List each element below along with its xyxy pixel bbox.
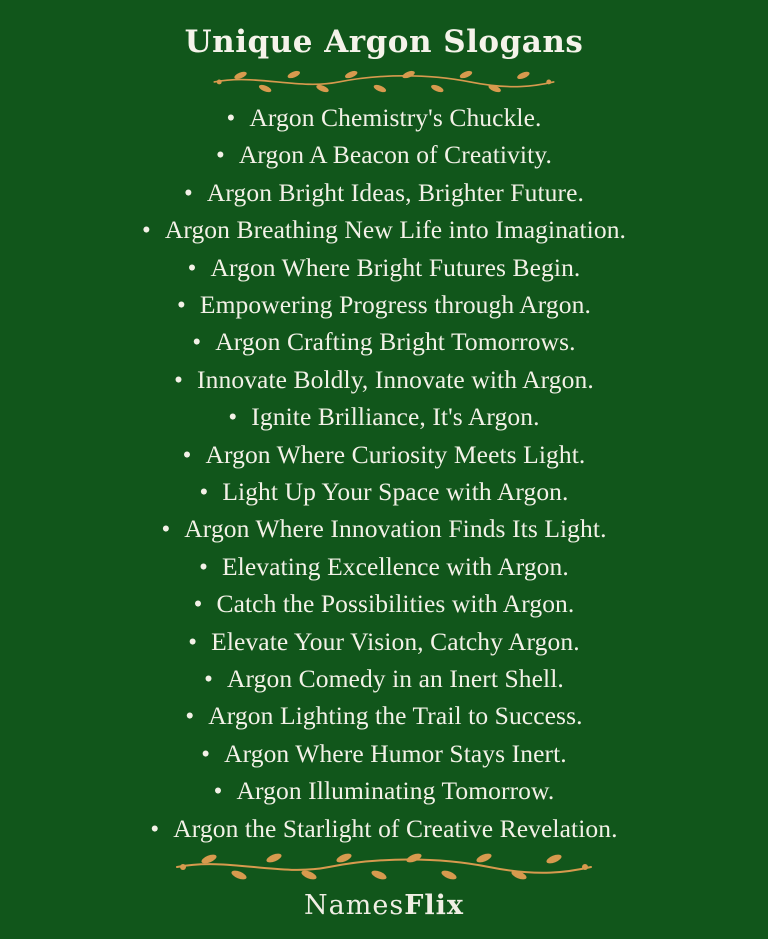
slogan-list [0, 100, 768, 848]
brand-name-first: Names [304, 890, 405, 921]
list-item [0, 324, 768, 361]
bullet-icon: • [199, 553, 208, 581]
slogan-text: Elevating Excellence with Argon. [221, 551, 569, 581]
list-item [0, 287, 768, 324]
page-title: Unique Argon Slogans [184, 24, 584, 60]
list-item [0, 212, 768, 249]
slogan-text: Argon Breathing New Life into Imagination. [164, 215, 627, 245]
list-item [0, 437, 768, 474]
bullet-icon: • [204, 665, 213, 693]
bullet-icon: • [213, 778, 223, 806]
brand-name-second: Flix [404, 890, 464, 921]
footer [169, 848, 599, 939]
list-item [0, 624, 768, 661]
slogan-text: Argon Where Humor Stays Inert. [224, 738, 567, 768]
slogan-text: Argon Chemistry's Chuckle. [249, 102, 542, 132]
slogan-text: Catch the Possibilities with Argon. [216, 589, 575, 619]
bullet-icon: • [226, 104, 236, 132]
slogan-text: Argon Comedy in an Inert Shell. [226, 663, 564, 693]
bullet-icon: • [216, 142, 225, 170]
slogan-text: Argon Lighting the Trail to Success. [208, 701, 583, 731]
bullet-icon: • [184, 179, 193, 207]
list-item [0, 399, 768, 436]
bullet-icon: • [187, 254, 197, 282]
top-ornament-divider [169, 68, 599, 96]
slogan-text: Argon A Beacon of Creativity. [238, 140, 552, 170]
slogan-text: Light Up Your Space with Argon. [222, 476, 569, 506]
brand-logo [304, 890, 464, 921]
bullet-icon: • [228, 404, 238, 432]
slogan-text: Argon Crafting Bright Tomorrows. [215, 327, 576, 357]
slogan-text: Empowering Progress through Argon. [199, 289, 591, 319]
bullet-icon: • [193, 591, 203, 619]
bullet-icon: • [192, 329, 202, 357]
slogan-text: Argon Where Curiosity Meets Light. [205, 439, 586, 469]
bullet-icon: • [199, 478, 209, 506]
list-item [0, 474, 768, 511]
bullet-icon: • [177, 291, 186, 319]
bullet-icon: • [185, 703, 195, 731]
slogan-text: Ignite Brilliance, It's Argon. [251, 402, 540, 432]
slogan-text: Argon the Starlight of Creative Revelation. [173, 813, 618, 843]
bottom-ornament-divider [169, 850, 599, 884]
bullet-icon: • [161, 516, 171, 544]
bullet-icon: • [182, 441, 192, 469]
list-item [0, 736, 768, 773]
bullet-icon: • [201, 740, 211, 768]
slogan-text: Argon Illuminating Tomorrow. [236, 776, 555, 806]
list-item [0, 773, 768, 810]
list-item [0, 250, 768, 287]
list-item [0, 586, 768, 623]
slogan-text: Elevate Your Vision, Catchy Argon. [211, 626, 580, 656]
list-item [0, 811, 768, 848]
slogan-text: Argon Where Bright Futures Begin. [210, 252, 581, 282]
list-item [0, 175, 768, 212]
list-item [0, 137, 768, 174]
bullet-icon: • [174, 366, 184, 394]
list-item [0, 100, 768, 137]
slogan-text: Argon Where Innovation Finds Its Light. [184, 514, 607, 544]
bullet-icon: • [150, 815, 160, 843]
list-item [0, 362, 768, 399]
bullet-icon: • [188, 628, 198, 656]
slogan-text: Argon Bright Ideas, Brighter Future. [206, 177, 584, 207]
list-item [0, 549, 768, 586]
list-item [0, 698, 768, 735]
bullet-icon: • [141, 217, 151, 245]
slogan-text: Innovate Boldly, Innovate with Argon. [197, 364, 594, 394]
list-item [0, 661, 768, 698]
list-item [0, 511, 768, 548]
